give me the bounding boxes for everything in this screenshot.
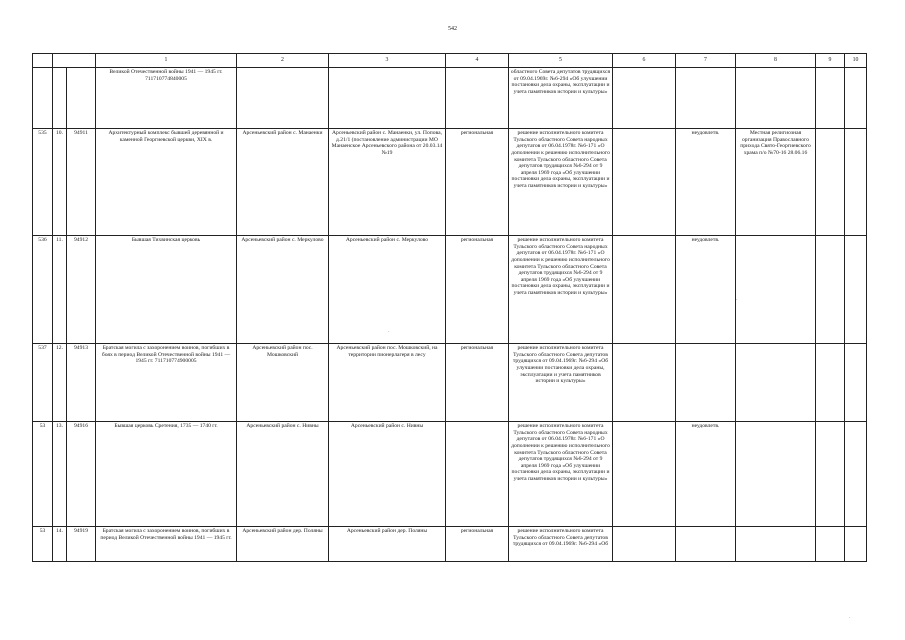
table-cell [676, 68, 736, 129]
table-row [33, 527, 867, 562]
table-cell [613, 68, 676, 129]
table-cell: 537 [33, 344, 53, 422]
table-cell: 53 [33, 527, 53, 562]
header-cell-6: 6 [613, 54, 676, 68]
header-cell-5: 5 [509, 54, 613, 68]
table-cell [237, 68, 329, 129]
table-cell: 13. [53, 422, 67, 527]
table-cell [845, 422, 867, 527]
table-cell [845, 129, 867, 236]
table-cell: 94916 [67, 422, 96, 527]
table-cell: Бывшая Тихвинская церковь [96, 236, 237, 344]
table-cell [613, 344, 676, 422]
table-cell: 12. [53, 344, 67, 422]
scan-speck: · [736, 298, 738, 303]
table-cell: региональная [446, 344, 509, 422]
table-cell: Братская могила с захоронением воинов, погибших в период Великой Отечественной войны 1941 — 1945 гг. [96, 527, 237, 562]
table-cell: Арсеньевский район пос. Мошковский, на территории пионерлагеря в лесу [329, 344, 446, 422]
header-cell-4: 4 [446, 54, 509, 68]
table-cell [816, 344, 845, 422]
table-cell: неудовлетв. [676, 236, 736, 344]
table-cell [446, 68, 509, 129]
table-cell [736, 422, 816, 527]
table-cell [613, 527, 676, 562]
table-cell: 10. [53, 129, 67, 236]
table-cell [816, 129, 845, 236]
table-cell: Бывшая церковь Сретения, 1735 — 1740 гг. [96, 422, 237, 527]
header-cell-seq [33, 54, 53, 68]
table-cell: Арсеньевский район с. Манаенки [237, 129, 329, 236]
header-cell-10: 10 [845, 54, 867, 68]
table-cell: региональная [446, 129, 509, 236]
table-cell [845, 236, 867, 344]
header-cell-2: 2 [237, 54, 329, 68]
table-cell: Местная религиозная организация Православного прихода Свято-Георгиевского храма п/о №70-16 28.06.16 [736, 129, 816, 236]
table-cell [676, 527, 736, 562]
table-row [33, 236, 867, 344]
table-cell: 94913 [67, 344, 96, 422]
header-row [33, 54, 867, 68]
table-cell: Архитектурный комплекс бывшей деревянной и каменной Георгиевской церкви, XIX в. [96, 129, 237, 236]
table-cell: решение исполнительного комитета Тульского областного Совета народных депутатов от 06.04.1978г. №6-171 «О дополнении к решению исполнительного комитета Тульского областного Совета депутатов трудящихся №6-294 от 9 апреля 1969 года «Об улучшении постановки дела охраны, эксплуатации и учета памятников истории и культуры» [509, 236, 613, 344]
table-cell: Арсеньевский район с. Манаенки, ул. Попова, д.21/1 (постановление администрации МО Манаенское Арсеньевского района от 20.03.14 №19 [329, 129, 446, 236]
header-cell-1: 1 [96, 54, 237, 68]
table-cell [736, 68, 816, 129]
table-cell: региональная [446, 236, 509, 344]
table-cell [845, 527, 867, 562]
table-cell: 94919 [67, 527, 96, 562]
table-cell: 536 [33, 236, 53, 344]
table-cell: областного Совета депутатов трудящихся от 09.04.1969г. №6-294 «Об улучшении постановки дела охраны, эксплуатации и учета памятников истории и культуры» [509, 68, 613, 129]
page-number: 542 [448, 26, 457, 32]
table-cell [845, 68, 867, 129]
scan-speck: · [388, 330, 390, 335]
table-cell [613, 129, 676, 236]
table-cell: 11. [53, 236, 67, 344]
table-cell [816, 527, 845, 562]
scan-speck: · [849, 616, 851, 621]
table-row [33, 344, 867, 422]
table-cell: Арсеньевский район с. Меркулово [329, 236, 446, 344]
table-cell: Арсеньевский район пос. Мошковский [237, 344, 329, 422]
table-cell: решение исполнительного комитета Тульского областного Совета народных депутатов от 06.04.1978г. №6-171 «О дополнении к решению исполнительного комитета Тульского областного Совета депутатов трудящихся №6-294 от 9 апреля 1969 года «Об улучшении постановки дела охраны, эксплуатации и учета памятников истории и культуры» [509, 422, 613, 527]
table-cell [816, 422, 845, 527]
table-row [33, 68, 867, 129]
header-cell-3: 3 [329, 54, 446, 68]
table-cell [845, 344, 867, 422]
table-cell: Великой Отечественной войны 1941 — 1945 гг. 711710774840005 [96, 68, 237, 129]
table-cell: решение исполнительного комитета Тульского областного Совета депутатов трудящихся от 09.04.1969г. №6-294 «Об улучшении постановки дела охраны, эксплуатации и учета памятников истории и культуры» [509, 344, 613, 422]
table-cell: Братская могила с захоронением воинов, погибших в боях в период Великой Отечественной войны 1941 — 1945 гг. 711710774900005 [96, 344, 237, 422]
table-cell: Арсеньевский район с. Нивны [237, 422, 329, 527]
table-cell: Арсеньевский район с. Нивны [329, 422, 446, 527]
table-cell [613, 422, 676, 527]
table-cell [816, 68, 845, 129]
table-cell: Арсеньевский район дер. Поляны [329, 527, 446, 562]
table-cell [676, 344, 736, 422]
table-cell: 94912 [67, 236, 96, 344]
table-cell [736, 527, 816, 562]
table-cell [736, 344, 816, 422]
table-cell [446, 422, 509, 527]
table-cell [33, 68, 53, 129]
table-cell: 94911 [67, 129, 96, 236]
table-cell [53, 68, 67, 129]
table-cell: 535 [33, 129, 53, 236]
table-cell [736, 236, 816, 344]
table-cell: региональная [446, 527, 509, 562]
header-cell-9: 9 [816, 54, 845, 68]
table-cell [816, 236, 845, 344]
header-cell-8: 8 [736, 54, 816, 68]
table-cell: решение исполнительного комитета Тульского областного Совета депутатов трудящихся от 09.04.1969г. №6-294 «Об [509, 527, 613, 562]
register-table [32, 53, 867, 562]
table-cell [67, 68, 96, 129]
table-cell [329, 68, 446, 129]
table-row [33, 422, 867, 527]
table-cell: 53 [33, 422, 53, 527]
table-cell: неудовлетв. [676, 422, 736, 527]
table-cell: неудовлетв. [676, 129, 736, 236]
table-cell: решение исполнительного комитета Тульского областного Совета народных депутатов от 06.04.1978г. №6-171 «О дополнении к решению исполнительного комитета Тульского областного Совета депутатов трудящихся №6-294 от 9 апреля 1969 года «Об улучшении постановки дела охраны, эксплуатации и учета памятников истории и культуры» [509, 129, 613, 236]
table-cell: 14. [53, 527, 67, 562]
table-cell [613, 236, 676, 344]
table-cell: Арсеньевский район дер. Поляны [237, 527, 329, 562]
header-cell-7: 7 [676, 54, 736, 68]
header-cell-0 [53, 54, 96, 68]
table-row [33, 129, 867, 236]
table-cell: Арсеньевский район с. Меркулово [237, 236, 329, 344]
